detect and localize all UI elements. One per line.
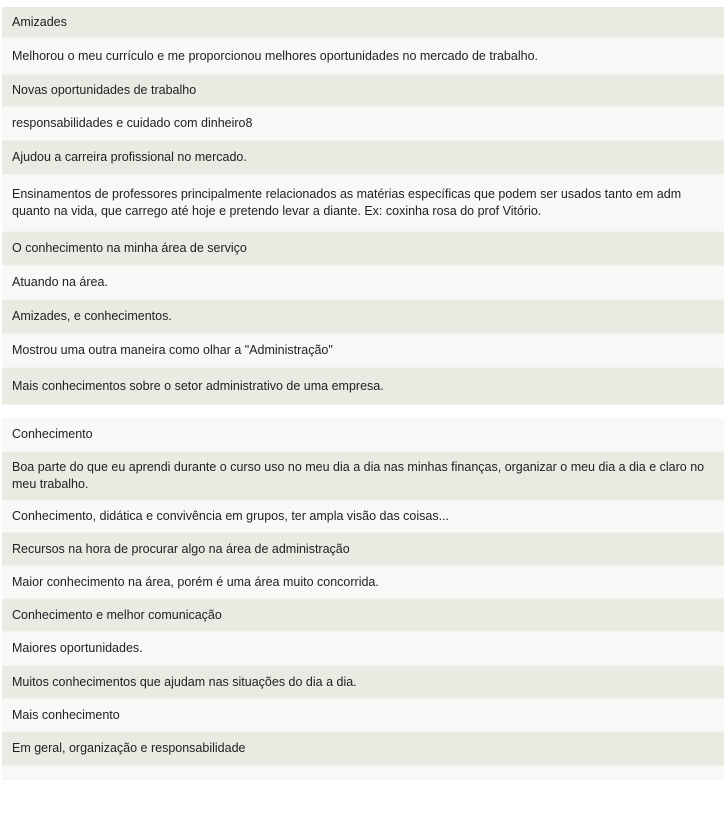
response-text: Em geral, organização e responsabilidade — [12, 741, 246, 755]
list-item — [2, 107, 724, 141]
list-item — [2, 75, 724, 107]
response-text: Atuando na área. — [12, 275, 108, 289]
response-text: Ajudou a carreira profissional no mercado. — [12, 150, 247, 164]
response-text: Conhecimento, didática e convivência em grupos, ter ampla visão das coisas... — [12, 509, 450, 523]
list-item — [2, 501, 724, 533]
response-text: Conhecimento e melhor comunicação — [12, 607, 222, 622]
list-item — [2, 566, 724, 599]
response-text: Boa parte do que eu aprendi durante o curso uso no meu dia a dia nas minhas finanças, organizar o meu dia a dia e claro no meu trabalho. — [12, 460, 705, 491]
response-text: Recursos na hora de procurar algo na área de administração — [12, 541, 350, 556]
response-text: Melhorou o meu currículo e me proporcionou melhores oportunidades no mercado de trabalho. — [12, 48, 538, 63]
list-item — [2, 232, 724, 266]
list-item — [2, 732, 724, 766]
list-item — [2, 766, 724, 780]
list-item — [2, 7, 724, 38]
response-text: Mais conhecimentos sobre o setor administrativo de uma empresa. — [12, 378, 384, 393]
list-item — [2, 533, 724, 566]
list-item — [2, 418, 724, 452]
response-text: Amizades, e conhecimentos. — [12, 309, 172, 323]
list-item — [2, 334, 724, 368]
response-text: Mostrou uma outra maneira como olhar a "Administração" — [12, 343, 333, 357]
list-item — [2, 452, 724, 501]
list-item — [2, 175, 724, 232]
response-text: Mais conhecimento — [12, 707, 120, 722]
responses-list-1 — [2, 7, 724, 405]
list-item — [2, 666, 724, 699]
response-text: Muitos conhecimentos que ajudam nas situações do dia a dia. — [12, 674, 357, 689]
list-item — [2, 368, 724, 405]
response-text: Conhecimento — [12, 427, 93, 441]
response-text: Maior conhecimento na área, porém é uma área muito concorrida. — [12, 574, 379, 589]
list-item — [2, 599, 724, 632]
responses-list-2 — [2, 418, 724, 780]
list-item — [2, 300, 724, 334]
response-text: Amizades — [12, 14, 67, 29]
list-item — [2, 632, 724, 666]
response-text: O conhecimento na minha área de serviço — [12, 241, 247, 255]
response-text: Maiores oportunidades. — [12, 641, 143, 655]
list-item — [2, 38, 724, 75]
list-item — [2, 699, 724, 732]
response-text: Ensinamentos de professores principalmente relacionados as matérias específicas que podem ser usados tanto em adm quanto na vida, que carrego até hoje e pretendo levar a diante. Ex: coxinha rosa do prof Vitório. — [12, 187, 682, 218]
list-item — [2, 266, 724, 300]
response-text: Novas oportunidades de trabalho — [12, 83, 197, 97]
response-text: responsabilidades e cuidado com dinheiro8 — [12, 116, 253, 130]
list-item — [2, 141, 724, 175]
